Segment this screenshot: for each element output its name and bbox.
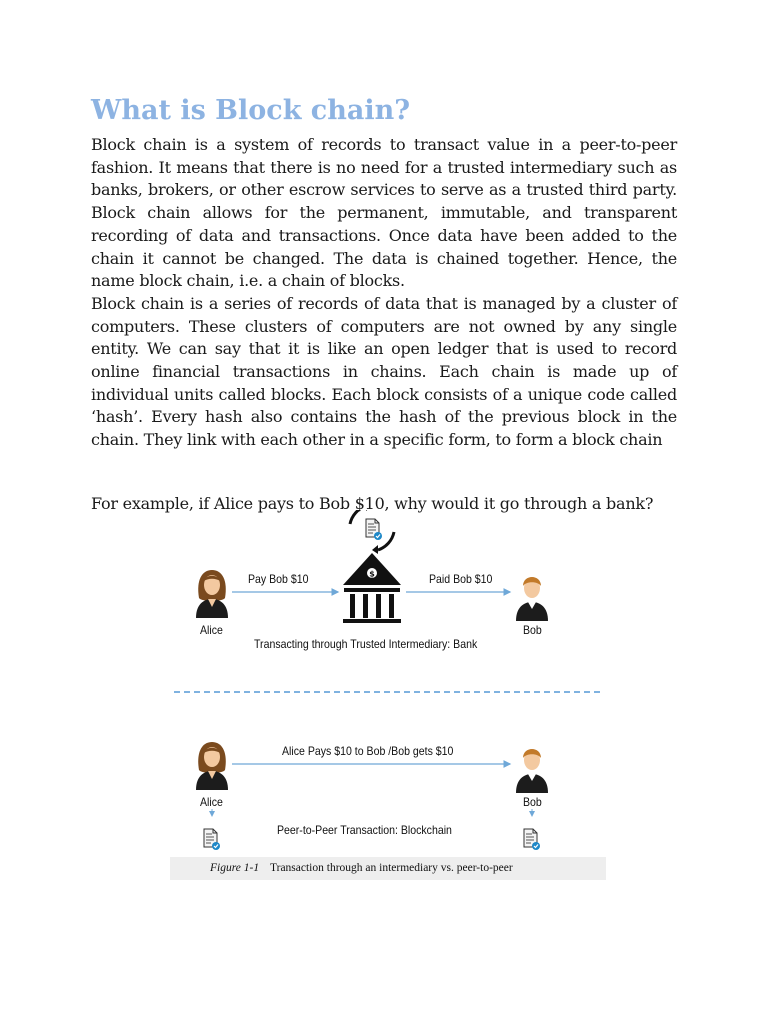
bob-avatar-top <box>516 577 548 621</box>
page-title: What is Block chain? <box>91 95 411 126</box>
figure-caption-label: Figure 1-1 <box>210 862 260 874</box>
label-bob-bottom: Bob <box>523 795 542 809</box>
label-paid-bob: Paid Bob $10 <box>429 572 493 586</box>
svg-text:$: $ <box>369 569 375 579</box>
document-icon-alice <box>204 829 220 850</box>
label-bob-top: Bob <box>523 623 542 637</box>
label-alice-pays-bob: Alice Pays $10 to Bob /Bob gets $10 <box>282 744 454 758</box>
alice-avatar-top <box>196 570 228 618</box>
label-alice-bottom: Alice <box>200 795 223 809</box>
figure-transaction-diagram <box>170 510 606 880</box>
label-alice-top: Alice <box>200 623 223 637</box>
document-icon-bob <box>524 829 540 850</box>
document-cycle-icon <box>350 510 394 554</box>
bob-avatar-bottom <box>516 749 548 793</box>
caption-bank: Transacting through Trusted Intermediary: Bank <box>254 637 478 651</box>
paragraph-records: Block chain is a series of records of data that is managed by a cluster of computers. These clusters of computers are not owned by any single entity. We can say that it is like an open ledger that is used to record online financial transactions in chains. Each chain is made up of individual units called blocks. Each block consists of a unique code called ‘hash’. Every hash also contains the hash of the previous block in the chain. They link with each other in a specific form, to form a block chain <box>91 293 677 450</box>
document-body <box>91 92 677 516</box>
figure-caption-text: Transaction through an intermediary vs. peer-to-peer <box>270 862 513 874</box>
bank-icon <box>343 553 401 623</box>
paragraph-example: For example, if Alice pays to Bob $10, why would it go through a bank? <box>91 493 654 513</box>
figure-caption <box>170 857 606 880</box>
paragraph-definition: Block chain is a system of records to transact value in a peer-to-peer fashion. It means that there is no need for a trusted intermediary such as banks, brokers, or other escrow services to serve as a trusted third party. Block chain allows for the permanent, immutable, and transparent recording of data and transactions. Once data have been added to the chain it cannot be changed. The data is chained together. Hence, the name block chain, i.e. a chain of blocks. <box>91 135 677 291</box>
alice-avatar-bottom <box>196 742 228 790</box>
label-pay-bob: Pay Bob $10 <box>248 572 309 586</box>
caption-blockchain: Peer-to-Peer Transaction: Blockchain <box>277 823 452 837</box>
